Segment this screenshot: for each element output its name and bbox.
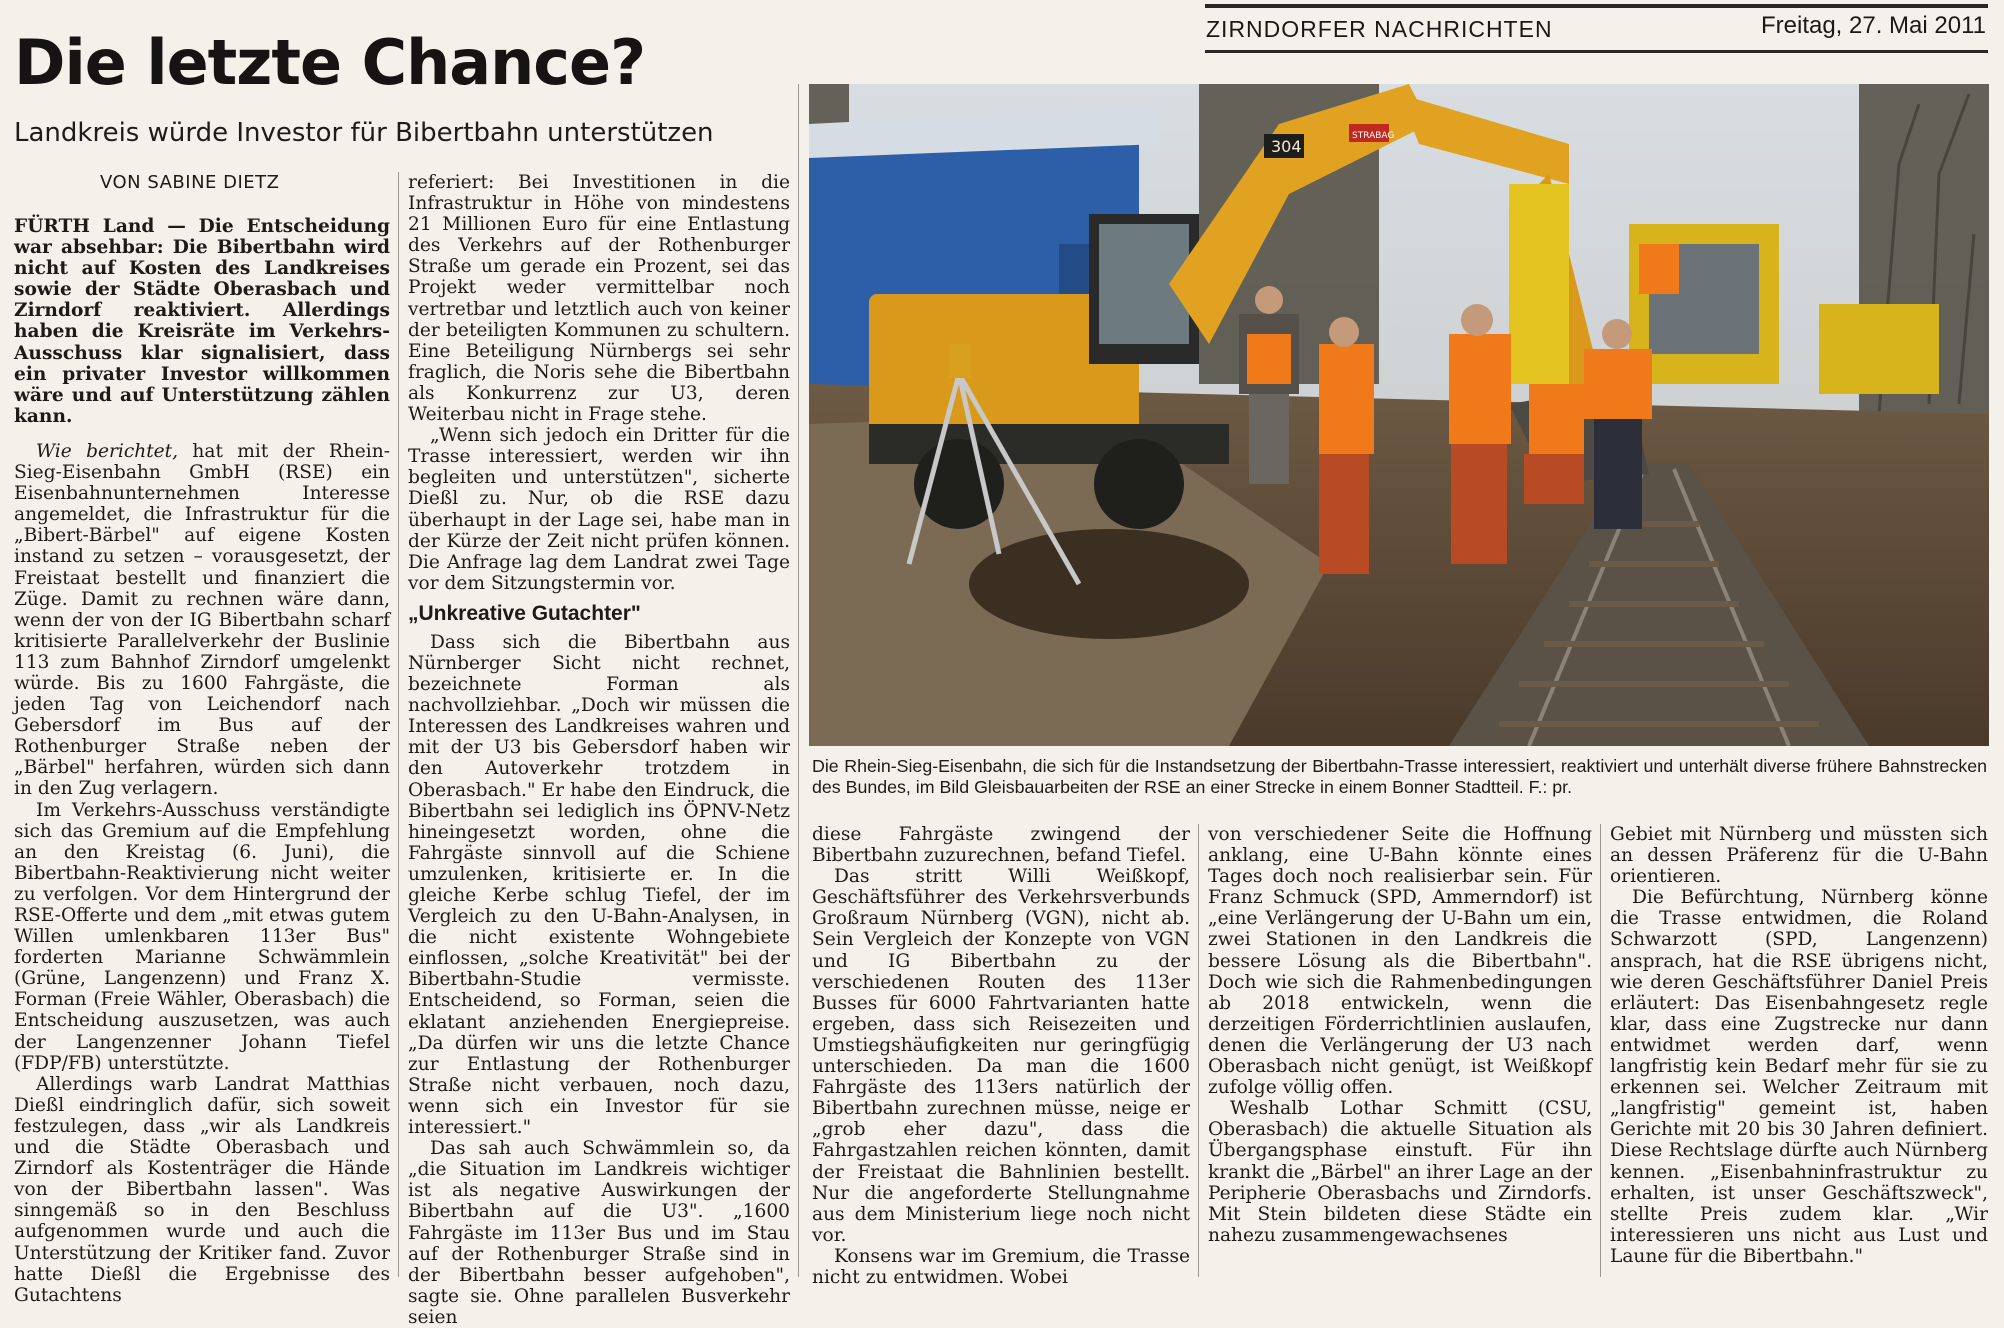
paragraph: Konsens war im Gremium, die Trasse nicht zu entwidmen. Wobei: [812, 1245, 1190, 1288]
paragraph: von verschiedener Seite die Hoffnung anklang, eine U-Bahn könnte eines Tages doch noch realisierbar sein. Für Franz Schmuck (SPD, Ammerndorf) ist „eine Verlängerung der U-Bahn um ein, zwei Stationen in den Landkreis die bessere Lösung als die Bibertbahn". Doch wie sich die Rahmenbedingungen ab 2018 entwickeln, wenn die derzeitigen Förderrichtlinien auslaufen, denen die Verlängerung der U3 nach Oberasbach nicht genügt, ist Weißkopf zufolge völlig offen.: [1208, 824, 1592, 1099]
article-column-2: [408, 172, 790, 1328]
photo-caption: Die Rhein-Sieg-Eisenbahn, die sich für die Instandsetzung der Bibertbahn-Trasse interessiert, reaktiviert und unterhält diverse frühere Bahnstrecken des Bundes, im Bild Gleisbauarbeiten der RSE an einer Strecke in einem Bonner Stadtteil. F.: pr.: [812, 756, 1987, 797]
paragraph: diese Fahrgäste zwingend der Bibertbahn zuzurechnen, befand Tiefel.: [812, 824, 1190, 867]
paragraph: [14, 441, 390, 800]
masthead-bottom-rule: [1205, 50, 1988, 53]
paragraph: Allerdings warb Landrat Matthias Dießl eindringlich dafür, sich soweit festzulegen, dass „wir als Landkreis und die Städte Oberasbach und Zirndorf als Kostenträger die Hände von der Bibertbahn lassen". Was sinngemäß so in den Beschluss aufgenommen wurde und auch die Unterstützung der Kritiker fand. Zuvor hatte Dießl die Ergebnisse des Gutachtens: [14, 1073, 390, 1306]
excavator-brand: STRABAG: [1352, 131, 1395, 141]
paragraph: Im Verkehrs-Ausschuss verständigte sich das Gremium auf die Empfehlung an den Kreistag (6. Juni), die Bibertbahn-Reaktivierung nicht weiter zu verfolgen. Vor dem Hintergrund der RSE-Offerte und dem „mit etwas gutem Willen umlenkbaren 113er Bus" forderten Marianne Schwämmlein (Grüne, Langenzenn) und Franz X. Forman (Freie Wähler, Oberasbach) die Entscheidung auszusetzen, was auch der Langenzenner Johann Tiefel (FDP/FB) unterstützte.: [14, 799, 390, 1074]
article-column-4: [1208, 824, 1592, 1246]
paragraph-intro: Wie berichtet,: [36, 440, 179, 462]
newspaper-name: ZIRNDORFER NACHRICHTEN: [1206, 16, 1553, 42]
subheading: „Unkreative Gutachter": [408, 601, 641, 625]
paragraph: Das stritt Willi Weißkopf, Geschäftsführer des Verkehrsverbunds Großraum Nürnberg (VGN), nicht ab. Sein Vergleich der Konzepte von VGN und IG Bibertbahn zu der verschiedenen Routen des 113er Busses für 6000 Fahrtvarianten hatte ergeben, dass sich Reisezeiten und Umstiegshäufigkeiten nur geringfügig unterschieden. Da man die 1600 Fahrgäste des 113ers natürlich der Bibertbahn zurechnen müsse, neige er „grob eher dazu", dass die Fahrgastzahlen reichen könnten, damit der Freistaat die Bahnlinien bestellt. Nur die angeforderte Stellungnahme aus dem Ministerium liege noch nicht vor.: [812, 866, 1190, 1246]
paragraph: Gebiet mit Nürnberg und müssten sich an dessen Präferenz für die U-Bahn orientieren.: [1610, 824, 1988, 888]
paragraph-text: hat mit der Rhein-Sieg-Eisenbahn GmbH (RSE) ein Eisenbahnunternehmen Interesse angemeldet, die Infrastruktur für die „Bibert-Bärbel" auf eigene Kosten instand zu setzen – vorausgesetzt, der Freistaat bestellt und finanziert die Züge. Damit zu rechnen wäre dann, wenn der von der IG Bibertbahn scharf kritisierte Parallelverkehr der Buslinie 113 zum Bahnhof Zirndorf umgelenkt würde. Bis zu 1600 Fahrgäste, die jeden Tag von Leichendorf nach Gebersdorf im Bus auf der Rothenburger Straße neben der „Bärbel" herfahren, würden sich dann in den Zug verlagern.: [14, 440, 391, 800]
masthead-top-rule: [1205, 4, 1988, 8]
paragraph: Die Befürchtung, Nürnberg könne die Trasse entwidmen, die Roland Schwarzott (SPD, Langenzenn) ansprach, hat die RSE übrigens nicht, wie deren Geschäftsführer Daniel Preis erläutert: Das Eisenbahngesetz regle klar, dass eine Zugstrecke nur dann entwidmet werden darf, wenn langfristig kein Bedarf mehr für sie zu erkennen sei. Welcher Zeitraum mit „langfristig" gemeint ist, haben Gerichte mit 20 bis 30 Jahren definiert. Diese Rechtslage dürfte auch Nürnberg kennen. „Eisenbahninfrastruktur zu erhalten, ist unser Geschäftszweck", stellte Preis zudem klar. „Wir interessieren uns nicht aus Lust und Laune für die Bibertbahn.": [1610, 887, 1988, 1267]
article-column-1: [14, 216, 390, 1306]
column-divider: [1198, 824, 1199, 1277]
track-construction-photo: [809, 84, 1989, 746]
article-column-3: [812, 824, 1190, 1288]
paragraph: Das sah auch Schwämmlein so, da „die Situation im Landkreis wichtiger ist als negative Auswirkungen der Bibertbahn auf die U3". „1600 Fahrgäste im 113er Bus und im Stau auf der Rothenburger Straße sind in der Bibertbahn besser aufgehoben", sagte sie. Ohne parallelen Busverkehr seien: [408, 1138, 790, 1328]
excavator-number: 304: [1271, 137, 1302, 156]
paragraph: Weshalb Lothar Schmitt (CSU, Oberasbach) die aktuelle Situation als Übergangsphase einstuft. Für ihn krankt die „Bärbel" an ihrer Lage an der Peripherie Oberasbachs und Zirndorfs. Mit Stein bildeten diese Städte ein nahezu zusammengewachsenes: [1208, 1098, 1592, 1246]
column-divider: [398, 172, 399, 1277]
article-column-5: [1610, 824, 1988, 1267]
paragraph: Dass sich die Bibertbahn aus Nürnberger Sicht nicht rechnet, bezeichnete Forman als nachvollziehbar. „Doch wir müssen die Interessen des Landkreises wahren und mit der U3 bis Gebersdorf haben wir den Autoverkehr trotzdem in Oberasbach." Er habe den Eindruck, die Bibertbahn sei lediglich ins ÖPNV-Netz hineingesetzt worden, ohne die Fahrgäste sinnvoll auf die Schiene umzulenken, kritisierte er. In die gleiche Kerbe schlug Tiefel, der im Vergleich zu den U-Bahn-Analysen, in die nicht existente Wohngebiete einflossen, „solche Kreativität" bei der Bibertbahn-Studie vermisste. Entscheidend, so Forman, seien die eklatant anziehenden Energiepreise. „Da dürfen wir uns die letzte Chance zur Entlastung der Rothenburger Straße nicht verbauen, noch dazu, wenn sich ein Investor für sie interessiert.": [408, 631, 790, 1139]
paragraph: referiert: Bei Investitionen in die Infrastruktur in Höhe von mindestens 21 Millionen Euro für eine Entlastung des Verkehrs auf der Rothenburger Straße um gerade ein Prozent, sei das Projekt weder vermittelbar noch vertretbar und letztlich auch von keiner der beteiligten Kommunen zu schultern. Eine Beteiligung Nürnbergs sei sehr fraglich, die Noris sehe die Bibertbahn als Konkurrenz zur U3, deren Weiterbau nicht in Frage stehe.: [408, 172, 790, 426]
paragraph: „Wenn sich jedoch ein Dritter für die Trasse interessiert, werden wir ihn begleiten und unterstützen", sicherte Dießl zu. Nur, ob die RSE dazu überhaupt in der Lage sei, habe man in der Kürze der Zeit nicht prüfen können. Die Anfrage lag dem Landrat zwei Tage vor dem Sitzungstermin vor.: [408, 425, 790, 594]
column-divider: [1600, 824, 1601, 1277]
byline: VON SABINE DIETZ: [100, 172, 280, 193]
subheadline: Landkreis würde Investor für Bibertbahn unterstützen: [14, 118, 714, 148]
photo-illustration: [809, 84, 1989, 746]
headline: Die letzte Chance?: [14, 26, 646, 99]
lead-paragraph: FÜRTH Land — Die Entscheidung war absehbar: Die Bibertbahn wird nicht auf Kosten des Landkreises sowie der Städte Oberasbach und Zirndorf reaktiviert. Allerdings haben die Kreisräte im Verkehrs-Ausschuss klar signalisiert, dass ein privater Investor willkommen wäre und auf Unterstützung zählen kann.: [14, 216, 390, 427]
column-divider: [798, 84, 799, 1277]
issue-date: Freitag, 27. Mai 2011: [1760, 12, 1986, 39]
